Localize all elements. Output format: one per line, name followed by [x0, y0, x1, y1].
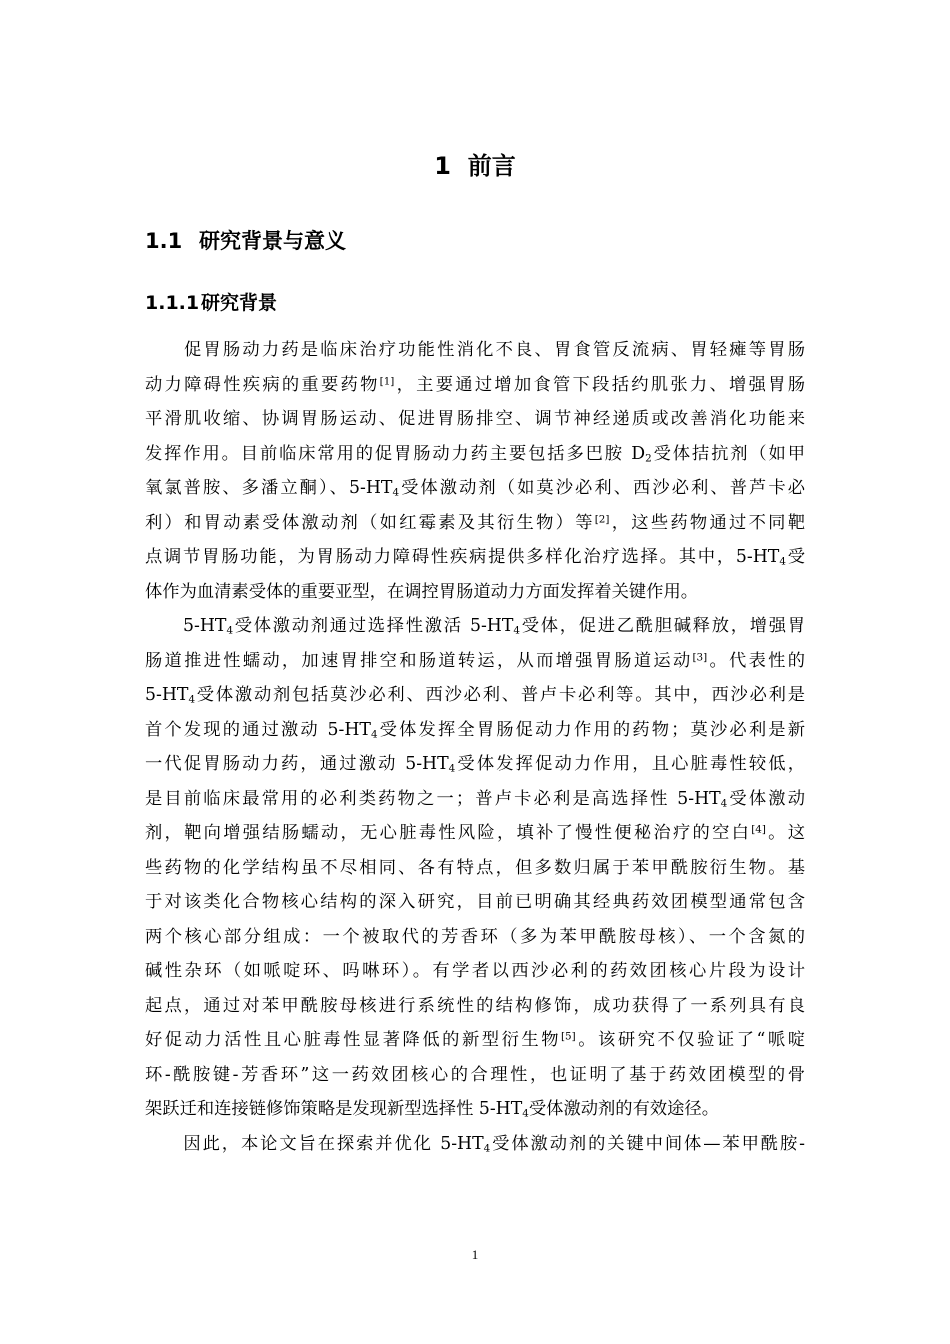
text-line	[145, 885, 805, 920]
page-number: 1	[471, 1247, 479, 1262]
section-heading	[145, 224, 346, 258]
text-line	[145, 644, 805, 679]
text-line	[145, 1092, 805, 1127]
text-run: 动力障碍性疾病的重要药物	[145, 374, 380, 395]
text-run: 发挥作用。目前临床常用的促胃肠动力药主要包括多巴胺 D	[145, 443, 646, 464]
chapter-title-text: 前言	[467, 152, 516, 180]
text-run: 点调节胃肠功能，为胃肠动力障碍性疾病提供多样化治疗选择。其中，5-HT	[145, 547, 780, 567]
text-line	[145, 609, 805, 644]
section-number: 1.1	[145, 229, 183, 253]
text-line	[145, 782, 805, 817]
text-run: 因此，本论文旨在探索并优化 5-HT	[145, 1133, 484, 1154]
text-run: 受体激动剂的有效途径。	[528, 1099, 719, 1119]
text-run: ，这些药物通过不同靶	[609, 512, 805, 533]
text-line	[145, 851, 805, 886]
text-run: 促胃肠动力药是临床治疗功能性消化不良、胃食管反流病、胃轻瘫等胃肠	[145, 340, 805, 360]
subsection-number: 1.1.1	[145, 292, 200, 314]
text-line	[145, 1023, 805, 1058]
chapter-title	[0, 148, 950, 184]
text-run: 是目前临床最常用的必利类药物之一；普卢卡必利是高选择性 5-HT	[145, 788, 721, 809]
subscript: 4	[392, 486, 400, 499]
subscript: 4	[720, 797, 728, 810]
citation-superscript: [4]	[751, 823, 766, 836]
text-run: 受体拮抗剂（如甲	[651, 443, 805, 464]
text-line	[145, 437, 805, 472]
text-line	[145, 954, 805, 989]
text-run: 受体激动剂（如莫沙必利、西沙必利、普芦卡必	[399, 478, 805, 498]
text-run: 于对该类化合物核心结构的深入研究，目前已明确其经典药效团模型通常包含	[145, 892, 805, 912]
text-run: 体作为血清素受体的重要亚型，在调控胃肠道动力方面发挥着关键作用。	[145, 581, 699, 602]
text-run: 受体激动	[727, 788, 805, 809]
text-run: 受体发挥促动力作用，且心脏毒性较低，	[455, 754, 805, 774]
text-line	[145, 333, 805, 368]
text-run: 受体发挥全胃肠促动力作用的药物；莫沙必利是新	[377, 719, 805, 740]
text-run: 好促动力活性且心脏毒性显著降低的新型衍生物	[145, 1030, 562, 1050]
text-run: 。该研究不仅验证了“哌啶	[575, 1030, 805, 1050]
text-run: 利）和胃动素受体激动剂（如红霉素及其衍生物）等	[145, 512, 595, 533]
text-run: 剂，靶向增强结肠蠕动，无心脏毒性风险，填补了慢性便秘治疗的空白	[145, 823, 752, 843]
text-line	[145, 920, 805, 955]
text-run: 。代表性的	[707, 650, 805, 671]
subscript: 4	[226, 624, 234, 637]
subscript: 2	[645, 452, 652, 465]
text-line	[145, 540, 805, 575]
text-line	[145, 1058, 805, 1093]
citation-superscript: [3]	[692, 650, 708, 663]
subscript: 4	[522, 1107, 529, 1120]
subscript: 4	[779, 555, 786, 568]
text-run: 受体激动剂的关键中间体—苯甲酰胺-	[490, 1133, 805, 1154]
text-run: ，主要通过增加食管下段括约肌张力、增强胃肠	[394, 374, 805, 395]
section-title: 研究背景与意义	[199, 229, 346, 253]
subscript: 4	[370, 728, 378, 741]
text-line	[145, 1127, 805, 1162]
text-run: 5-HT	[145, 685, 189, 705]
text-run: 一代促胃肠动力药，通过激动 5-HT	[145, 754, 449, 774]
text-run: 平滑肌收缩、协调胃肠运动、促进胃肠排空、调节神经递质或改善消化功能来	[145, 409, 805, 429]
citation-superscript: [2]	[594, 512, 610, 525]
text-run: 碱性杂环（如哌啶环、吗啉环）。有学者以西沙必利的药效团核心片段为设计	[145, 961, 805, 981]
citation-superscript: [1]	[379, 374, 395, 387]
text-run: 架跃迁和连接链修饰策略是发现新型选择性 5-HT	[145, 1099, 523, 1119]
text-line	[145, 747, 805, 782]
body-text	[145, 333, 805, 1161]
citation-superscript: [5]	[561, 1030, 576, 1043]
text-run: 起点，通过对苯甲酰胺母核进行系统性的结构修饰，成功获得了一系列具有良	[145, 995, 805, 1016]
text-line	[145, 989, 805, 1024]
chapter-number: 1	[434, 152, 451, 180]
text-line	[145, 678, 805, 713]
text-run: 氧氯普胺、多潘立酮）、5-HT	[145, 478, 393, 498]
text-run: 5-HT	[145, 616, 227, 636]
text-run: 受	[785, 547, 805, 567]
subscript: 4	[188, 693, 196, 706]
subscript: 4	[448, 762, 456, 775]
text-run: 受体激动剂通过选择性激活 5-HT	[233, 616, 514, 636]
text-line	[145, 713, 805, 748]
text-line	[145, 471, 805, 506]
text-line	[145, 506, 805, 541]
text-run: 肠道推进性蠕动，加速胃排空和肠道转运，从而增强胃肠道运动	[145, 650, 693, 671]
text-run: 两个核心部分组成：一个被取代的芳香环（多为苯甲酰胺母核）、一个含氮的	[145, 926, 805, 947]
text-line	[145, 816, 805, 851]
subscript: 4	[483, 1142, 491, 1155]
text-line	[145, 402, 805, 437]
text-run: 首个发现的通过激动 5-HT	[145, 719, 371, 740]
text-line	[145, 575, 805, 610]
subsection-heading	[145, 288, 277, 318]
text-line	[145, 368, 805, 403]
text-run: 受体，促进乙酰胆碱释放，增强胃	[519, 616, 805, 636]
subscript: 4	[513, 624, 520, 637]
text-run: 。这	[765, 823, 805, 843]
text-run: 受体激动剂包括莫沙必利、西沙必利、普卢卡必利等。其中，西沙必利是	[195, 685, 805, 705]
text-run: 环-酰胺键-芳香环”这一药效团核心的合理性，也证明了基于药效团模型的骨	[145, 1064, 805, 1085]
subsection-title: 研究背景	[201, 292, 278, 314]
text-run: 些药物的化学结构虽不尽相同、各有特点，但多数归属于苯甲酰胺衍生物。基	[145, 857, 805, 878]
